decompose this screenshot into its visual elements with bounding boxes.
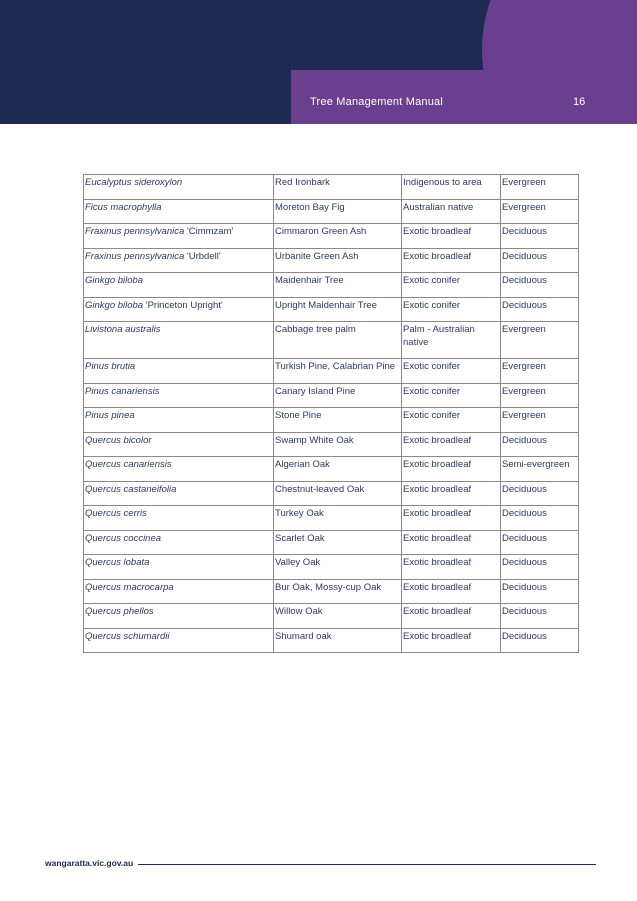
common-name-cell: Shumard oak [274, 628, 402, 653]
common-name-cell: Valley Oak [274, 555, 402, 580]
common-name-cell: Red Ironbark [274, 175, 402, 200]
habit-cell: Semi-evergreen [501, 457, 579, 482]
origin-cell: Exotic broadleaf [402, 555, 501, 580]
origin-cell: Exotic broadleaf [402, 604, 501, 629]
origin-cell: Exotic conifer [402, 408, 501, 433]
table-row [84, 408, 579, 433]
scientific-name-cell [84, 555, 274, 580]
common-name-cell: Chestnut-leaved Oak [274, 481, 402, 506]
habit-cell: Deciduous [501, 506, 579, 531]
habit-cell: Deciduous [501, 555, 579, 580]
scientific-name: Pinus canariensis [85, 385, 160, 397]
origin-cell: Exotic conifer [402, 359, 501, 384]
origin-cell: Exotic broadleaf [402, 530, 501, 555]
scientific-name: Pinus brutia [85, 361, 136, 372]
table-row [84, 628, 579, 653]
scientific-name: Eucalyptus sideroxylon [85, 177, 183, 188]
scientific-name-cell [84, 628, 274, 653]
scientific-name-cell [84, 224, 274, 249]
scientific-name-cell [84, 604, 274, 629]
common-name-cell: Moreton Bay Fig [274, 199, 402, 224]
habit-cell: Evergreen [501, 383, 579, 408]
origin-cell: Exotic broadleaf [402, 248, 501, 273]
scientific-name-cell [84, 273, 274, 298]
habit-cell: Deciduous [501, 432, 579, 457]
scientific-name: Ficus macrophylla [85, 201, 162, 213]
table-row [84, 383, 579, 408]
origin-cell: Exotic conifer [402, 383, 501, 408]
common-name-cell: Bur Oak, Mossy-cup Oak [274, 579, 402, 604]
scientific-name: Quercus bicolor [85, 434, 152, 446]
table-row [84, 297, 579, 322]
habit-cell: Evergreen [501, 175, 579, 200]
table-row [84, 273, 579, 298]
scientific-name: Ginkgo biloba [85, 299, 144, 311]
habit-cell: Deciduous [501, 248, 579, 273]
scientific-name: Fraxinus pennsylvanica [85, 226, 185, 237]
origin-cell: Exotic broadleaf [402, 224, 501, 249]
origin-cell: Exotic conifer [402, 273, 501, 298]
scientific-name-cell [84, 175, 274, 200]
table-row [84, 579, 579, 604]
table-row [84, 359, 579, 384]
origin-cell: Exotic broadleaf [402, 432, 501, 457]
document-title: Tree Management Manual [310, 96, 444, 108]
habit-cell: Evergreen [501, 359, 579, 384]
scientific-name: Quercus schumardii [85, 630, 170, 642]
scientific-name: Ginkgo biloba [85, 275, 144, 286]
scientific-name: Quercus coccinea [85, 532, 162, 544]
common-name-cell: Turkey Oak [274, 506, 402, 531]
table-row [84, 199, 579, 224]
origin-cell: Exotic conifer [402, 297, 501, 322]
scientific-name-cell [84, 383, 274, 408]
habit-cell: Deciduous [501, 530, 579, 555]
origin-cell: Exotic broadleaf [402, 457, 501, 482]
scientific-name-cell [84, 579, 274, 604]
page-number: 16 [573, 96, 586, 108]
origin-cell: Australian native [402, 199, 501, 224]
habit-cell: Deciduous [501, 224, 579, 249]
table-row [84, 175, 579, 200]
scientific-name: Quercus phellos [85, 606, 154, 617]
footer-website-link[interactable]: wangaratta.vic.gov.au [45, 858, 134, 868]
scientific-name-cell [84, 359, 274, 384]
habit-cell: Deciduous [501, 297, 579, 322]
footer-rule [138, 864, 596, 865]
scientific-name: Quercus canariensis [85, 459, 172, 470]
common-name-cell: Scarlet Oak [274, 530, 402, 555]
table-row [84, 555, 579, 580]
table-row [84, 322, 579, 359]
common-name-cell: Urbanite Green Ash [274, 248, 402, 273]
habit-cell: Evergreen [501, 322, 579, 359]
table-row [84, 432, 579, 457]
table-row [84, 248, 579, 273]
origin-cell: Exotic broadleaf [402, 628, 501, 653]
origin-cell: Exotic broadleaf [402, 506, 501, 531]
scientific-name: Quercus cerris [85, 508, 147, 519]
common-name-cell: Cabbage tree palm [274, 322, 402, 359]
cultivar-name: 'Urbdell' [184, 250, 221, 262]
common-name-cell: Canary Island Pine [274, 383, 402, 408]
habit-cell: Evergreen [501, 408, 579, 433]
common-name-cell: Upright Maidenhair Tree [274, 297, 402, 322]
common-name-cell: Willow Oak [274, 604, 402, 629]
origin-cell: Exotic broadleaf [402, 481, 501, 506]
table-row [84, 604, 579, 629]
table-row [84, 481, 579, 506]
cultivar-name: 'Princeton Upright' [143, 299, 223, 311]
common-name-cell: Maidenhair Tree [274, 273, 402, 298]
origin-cell: Exotic broadleaf [402, 579, 501, 604]
scientific-name: Pinus pinea [85, 410, 135, 421]
habit-cell: Evergreen [501, 199, 579, 224]
table-row [84, 224, 579, 249]
habit-cell: Deciduous [501, 579, 579, 604]
habit-cell: Deciduous [501, 604, 579, 629]
table-row [84, 506, 579, 531]
common-name-cell: Algerian Oak [274, 457, 402, 482]
common-name-cell: Cimmaron Green Ash [274, 224, 402, 249]
scientific-name-cell [84, 432, 274, 457]
tree-species-table [83, 174, 579, 653]
common-name-cell: Turkish Pine, Calabrian Pine [274, 359, 402, 384]
table-row [84, 457, 579, 482]
scientific-name-cell [84, 248, 274, 273]
scientific-name-cell [84, 457, 274, 482]
scientific-name: Quercus castaneifolia [85, 483, 177, 495]
common-name-cell: Stone Pine [274, 408, 402, 433]
scientific-name: Fraxinus pennsylvanica [85, 250, 185, 262]
habit-cell: Deciduous [501, 628, 579, 653]
scientific-name-cell [84, 322, 274, 359]
scientific-name-cell [84, 506, 274, 531]
scientific-name: Quercus macrocarpa [85, 581, 174, 593]
scientific-name: Quercus lobata [85, 557, 150, 568]
scientific-name-cell [84, 481, 274, 506]
table-row [84, 530, 579, 555]
scientific-name-cell [84, 530, 274, 555]
scientific-name-cell [84, 199, 274, 224]
habit-cell: Deciduous [501, 481, 579, 506]
common-name-cell: Swamp White Oak [274, 432, 402, 457]
habit-cell: Deciduous [501, 273, 579, 298]
scientific-name: Livistona australis [85, 324, 161, 335]
scientific-name-cell [84, 297, 274, 322]
scientific-name-cell [84, 408, 274, 433]
origin-cell: Indigenous to area [402, 175, 501, 200]
cultivar-name: 'Cimmzam' [184, 226, 234, 237]
origin-cell: Palm - Australian native [402, 322, 501, 359]
